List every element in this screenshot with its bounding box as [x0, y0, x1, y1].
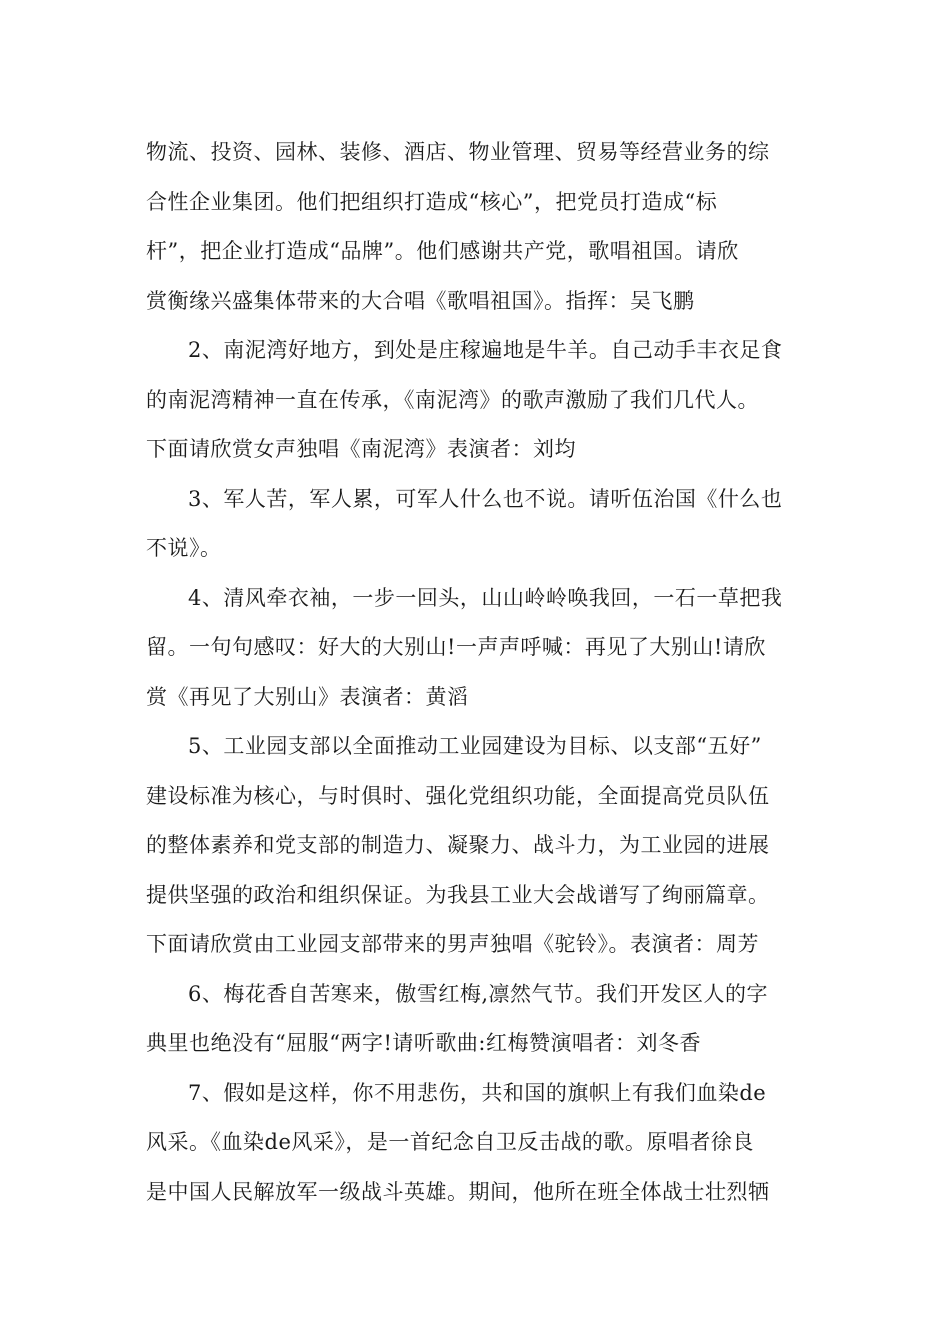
text-line: 典里也绝没有“屈服“两字!请听歌曲:红梅赞演唱者：刘冬香 — [146, 1031, 701, 1055]
text-line: 合性企业集团。他们把组织打造成“核心”，把党员打造成“标 — [146, 189, 718, 214]
text-line: 的南泥湾精神一直在传承，《南泥湾》的歌声激励了我们几代人。 — [146, 387, 759, 412]
text-line: 风采。《血染de风采》，是一首纪念自卫反击战的歌。原唱者徐良 — [146, 1130, 754, 1154]
text-line: 不说》。 — [146, 536, 222, 560]
text-line: 7、假如是这样，你不用悲伤，共和国的旗帜上有我们血染de — [188, 1080, 767, 1105]
text-line: 5、工业园支部以全面推动工业园建设为目标、以支部“五好” — [188, 734, 762, 758]
paragraph-continued — [146, 128, 806, 326]
text-line: 留。一句句感叹：好大的大别山!一声声呼喊：再见了大别山!请欣 — [146, 635, 766, 659]
text-line: 赏《再见了大别山》表演者：黄滔 — [146, 684, 469, 709]
paragraph-item-6 — [146, 970, 806, 1069]
text-line: 赏衡缘兴盛集体带来的大合唱《歌唱祖国》。指挥：吴飞鹏 — [146, 288, 695, 313]
text-line: 提供坚强的政治和组织保证。为我县工业大会战谱写了绚丽篇章。 — [146, 882, 770, 907]
paragraph-item-3 — [146, 475, 806, 574]
text-line: 物流、投资、园林、装修、酒店、物业管理、贸易等经营业务的综 — [146, 140, 770, 164]
text-line: 6、梅花香自苦寒来，傲雪红梅,凛然气节。我们开发区人的字 — [188, 981, 769, 1006]
text-line: 4、清风牵衣袖，一步一回头，山山岭岭唤我回，一石一草把我 — [188, 585, 783, 610]
text-line: 的整体素养和党支部的制造力、凝聚力、战斗力，为工业园的进展 — [146, 833, 770, 857]
text-line: 3、军人苦，军人累，可军人什么也不说。请听伍治国《什么也 — [188, 486, 783, 511]
paragraph-item-7 — [146, 1069, 806, 1218]
document-body — [146, 128, 806, 1217]
text-line: 是中国人民解放军一级战斗英雄。期间，他所在班全体战士壮烈牺 — [146, 1179, 770, 1204]
paragraph-item-5 — [146, 722, 806, 970]
text-line: 2、南泥湾好地方，到处是庄稼遍地是牛羊。自己动手丰衣足食 — [188, 338, 783, 362]
text-line: 下面请欣赏由工业园支部带来的男声独唱《驼铃》。表演者：周芳 — [146, 932, 759, 956]
text-line: 建设标准为核心，与时俱时、强化党组织功能，全面提高党员队伍 — [146, 783, 770, 808]
paragraph-item-4 — [146, 574, 806, 723]
text-line: 下面请欣赏女声独唱《南泥湾》表演者：刘均 — [146, 437, 576, 461]
text-line: 杆”，把企业打造成“品牌”。他们感谢共产党，歌唱祖国。请欣 — [146, 239, 739, 263]
paragraph-item-2 — [146, 326, 806, 475]
